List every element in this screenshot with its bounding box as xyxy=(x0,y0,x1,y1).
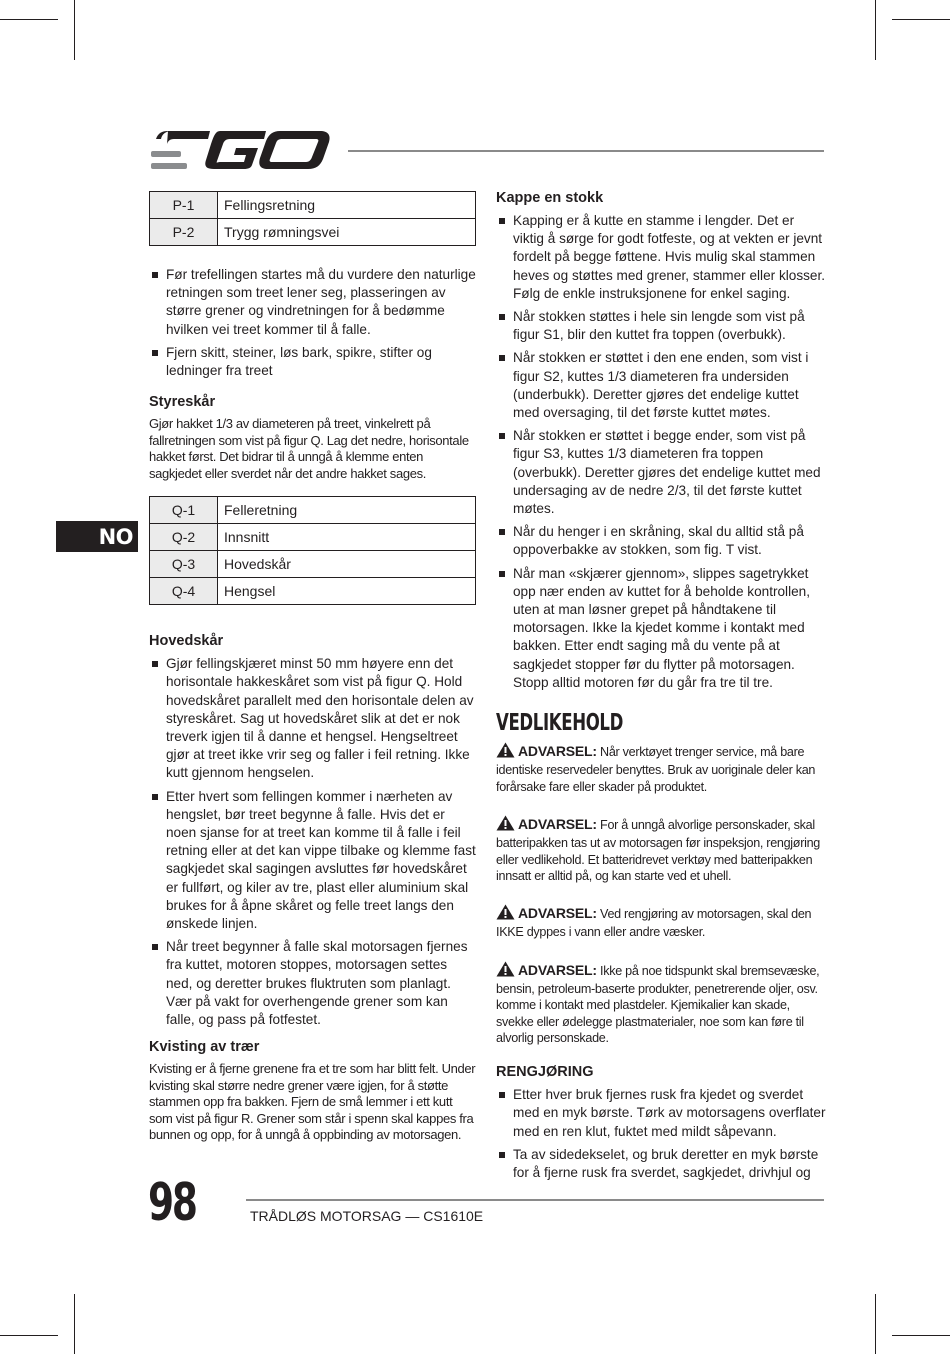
right-column xyxy=(496,186,826,1187)
hovedskar-list xyxy=(149,655,476,1029)
hovedskar-heading: Hovedskår xyxy=(149,633,224,650)
legend-label: Fellingsretning xyxy=(218,192,476,219)
warning-label: ADVARSEL: xyxy=(518,905,597,922)
table-row xyxy=(150,497,476,524)
crop-mark xyxy=(74,0,75,60)
warning-label: ADVARSEL: xyxy=(518,815,597,832)
crop-mark xyxy=(0,1335,58,1336)
styreskar-heading: Styreskår xyxy=(149,394,216,411)
warning-triangle-icon xyxy=(496,742,515,762)
list-item: Kapping er å kutte en stamme i lengder. Det er viktig å sørge for godt fotfeste, og at vekten er jevnt fordelt på begge føttene. Hvis mulig skal stammen heves og støttes med grener, stammer eller klosser. Følg de enkle instruksjonene for enkel saging. xyxy=(496,212,826,303)
warning-label: ADVARSEL: xyxy=(518,961,597,978)
warning-triangle-icon xyxy=(496,961,515,981)
legend-code: Q-1 xyxy=(150,497,218,524)
warning-triangle-icon xyxy=(496,904,515,924)
list-item: Gjør fellingskjæret minst 50 mm høyere enn det horisontale hakkeskåret som vist på figur Q. Hold hovedskåret parallelt med den horisontale delen av styreskåret. Sag ut hovedskåret slik at det er nok treverk igjen til å danne et hengsel. Hengseltreet gjør at treet ikke vrir seg og faller i feil retning. Ikke kutt gjennom hengselen. xyxy=(149,655,476,782)
figure-q-legend-table xyxy=(149,496,476,605)
list-item: Når stokken er støttet i begge ender, som vist på figur S3, kuttes 1/3 diameteren fra toppen (overbukk). Deretter gjøres det endelige kuttet med undersaging av de nedre 2/3, til det første kuttet møtes. xyxy=(496,427,826,518)
kvisting-text: Kvisting er å fjerne grenene fra et tre som har blitt felt. Under kvisting skal større nedre grener være igjen, for å støtte stammen opp fra bakken. Fjern de små lemmer i ett kutt som vist på figur R. Grener som står i spenn skal kappes fra bunnen og opp, for å unngå å oppbinding av motorsagen. xyxy=(149,1061,476,1143)
warning-triangle-icon xyxy=(496,815,515,835)
list-item: Fjern skitt, steiner, løs bark, spikre, stifter og ledninger fra treet xyxy=(149,344,476,380)
ego-logo xyxy=(148,128,332,175)
legend-label: Innsnitt xyxy=(218,524,476,551)
table-row xyxy=(150,551,476,578)
footer-rule xyxy=(246,1199,824,1201)
list-item: Før trefellingen startes må du vurdere den naturlige retningen som treet lener seg, plasseringen av større grener og vindretningen for å bedømme hvilken vei treet kommer til å falle. xyxy=(149,266,476,339)
footer-title: TRÅDLØS MOTORSAG — CS1610E xyxy=(250,1208,484,1224)
legend-code: P-1 xyxy=(150,192,218,219)
warning-text: For å unngå alvorlige personskader, skal batteripakken tas ut av motorsagen før inspeksjon, rengjøring eller vedlikehold. Et batteridrevet verktøy med batteripakken innsatt er alltid på, og kan starte ved et uhell. xyxy=(496,817,821,883)
list-item: Etter hver bruk fjernes rusk fra kjedet og sverdet med en myk børste. Tørk av motorsagens overflater med en ren klut, fuktet med mildt såpevann. xyxy=(496,1086,826,1141)
legend-label: Trygg rømningsvei xyxy=(218,219,476,246)
warning-block xyxy=(496,904,826,941)
list-item: Ta av sidedekselet, og bruk deretter en myk børste for å fjerne rusk fra sverdet, sagkjedet, drivhjul og xyxy=(496,1146,826,1182)
crop-mark xyxy=(892,19,950,20)
crop-mark xyxy=(892,1335,950,1336)
rengjoring-heading: RENGJØRING xyxy=(496,1064,594,1081)
list-item: Når stokken er støttet i den ene enden, som vist i figur S2, kuttes 1/3 diameteren fra undersiden (underbukk). Deretter gjøres det endelige kuttet med oversaging, til det første kuttet møtes. xyxy=(496,349,826,422)
crop-mark xyxy=(74,1294,75,1354)
warning-label: ADVARSEL: xyxy=(518,743,597,760)
legend-label: Felleretning xyxy=(218,497,476,524)
page-number: 98 xyxy=(148,1173,196,1233)
list-item: Når du henger i en skråning, skal du alltid stå på oppoverbakke av stokken, som fig. T vist. xyxy=(496,523,826,559)
list-item: Når treet begynner å falle skal motorsagen fjernes fra kuttet, motoren stoppes, motorsagen settes ned, og deretter brukes fluktruten som planlagt. Vær på vakt for overhengende grener som kan falle, og pass på fotfestet. xyxy=(149,938,476,1029)
crop-mark xyxy=(875,1294,876,1354)
list-item: Etter hvert som fellingen kommer i nærheten av hengslet, bør treet begynne å falle. Hvis det er noen sjanse for at treet kan komme til å falle i feil retning eller at det kan vippe tilbake og klemme fast sagkjedet skal sagingen avsluttes før hovedskåret er fullført, og kiler av tre, plast eller aluminium skal brukes for å åpne skåret og felle treet langs den ønskede linjen. xyxy=(149,788,476,934)
styreskar-text: Gjør hakket 1/3 av diameteren på treet, vinkelrett på fallretningen som vist på figur Q. Lag det nedre, horisontale hakket først. Det bidrar til å unngå å klemme enten sagkjedet eller sverdet når det andre hakket sages. xyxy=(149,416,469,481)
warning-text: Når verktøyet trenger service, må bare identiske reservedeler benyttes. Bruk av uoriginale deler kan forårsake fare eller skader på produktet. xyxy=(496,745,816,794)
list-item: Når man «skjærer gjennom», slippes sagetrykket opp nær enden av kuttet for å beholde kontrollen, uten at man løsner grepet på håndtakene til motorsagen. Ikke la kjedet komme i kontakt med bakken. Etter endt saging må du vente på at sagkjedet stopper før du flytter på motorsagen. Stopp alltid motoren før du går fra tre til tre. xyxy=(496,565,826,692)
rengjoring-list xyxy=(496,1086,826,1182)
kappe-heading: Kappe en stokk xyxy=(496,190,604,206)
legend-code: Q-2 xyxy=(150,524,218,551)
crop-mark xyxy=(0,19,58,20)
warning-block xyxy=(496,742,826,795)
legend-code: P-2 xyxy=(150,219,218,246)
table-row xyxy=(150,524,476,551)
legend-code: Q-4 xyxy=(150,578,218,605)
legend-label: Hengsel xyxy=(218,578,476,605)
table-row xyxy=(150,578,476,605)
kvisting-heading: Kvisting av trær xyxy=(149,1039,260,1056)
vedlikehold-heading: VEDLIKEHOLD xyxy=(496,710,624,737)
figure-p-legend-table xyxy=(149,191,476,246)
warning-block xyxy=(496,815,826,884)
warning-text: Ikke på noe tidspunkt skal bremsevæske, bensin, petroleum-baserte produkter, penetrerende oljer, osv. komme i kontakt med plastdeler. Kjemikalier kan skade, svekke eller ødelegge plastmaterialer, noe som kan føre til alvorlig personskade. xyxy=(496,963,820,1045)
legend-label: Hovedskår xyxy=(218,551,476,578)
legend-code: Q-3 xyxy=(150,551,218,578)
kappe-list xyxy=(496,212,826,692)
crop-mark xyxy=(875,0,876,60)
left-column xyxy=(149,186,476,1144)
warning-text: Ved rengjøring av motorsagen, skal den IKKE dyppes i vann eller andre væsker. xyxy=(496,907,812,940)
table-row xyxy=(150,192,476,219)
language-tab: NO xyxy=(56,521,138,552)
list-item: Når stokken støttes i hele sin lengde som vist på figur S1, blir den kuttet fra toppen (overbukk). xyxy=(496,308,826,344)
felling-prep-list xyxy=(149,266,476,380)
table-row xyxy=(150,219,476,246)
warning-block xyxy=(496,961,826,1046)
header-rule xyxy=(348,150,824,152)
